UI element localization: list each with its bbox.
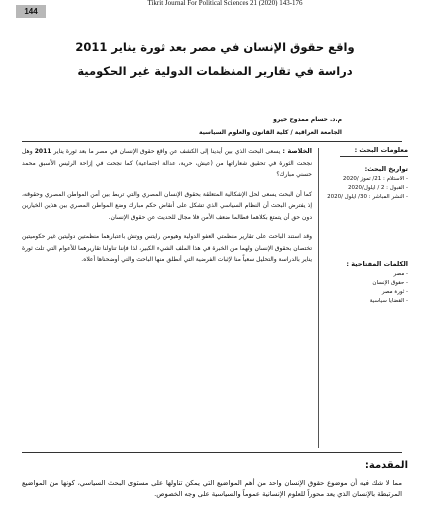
abstract-text: يسعى البحث الذي بين أيدينا إلى الكشف عن واقع حقوق الإنسان في مصر ما بعد ثورة يناير: [53, 148, 281, 155]
history-heading: تواريخ البحث:: [364, 165, 408, 173]
page-number: 144: [16, 5, 46, 18]
abstract-year: 2011: [34, 148, 52, 155]
keywords-heading: الكلمات المفتاحية :: [346, 260, 408, 268]
history-accepted: - القبول : 2 / ايلول/2020: [348, 185, 408, 191]
header-divider: [22, 141, 402, 142]
author-name: م.د. حسام ممدوح خيرو: [273, 116, 342, 123]
keyword-item: - ثورة مصر: [381, 289, 408, 295]
abstract-paragraph-2: كما أن البحث يسعى لحل الإشكالية المتعلقة بحقوق الإنسان المصري والتي تربط بين أمن المواطن المصري وحقوقه، إذ يفترض البحث أن النظام السياسي الذي تشكل على أنقاض حكم مبارك وضع المواطن المصري بين هذين الخيارين دون حق أن يتمتع بكلاهما فطالما ضعف الأمن فلا مجال للحديث عن حقوق الإنسان.: [22, 190, 312, 221]
abstract: [22, 146, 312, 274]
author-affiliation: الجامعة العراقية / كلية القانون والعلوم السياسية: [198, 129, 342, 136]
intro-heading: المقدمة:: [364, 460, 408, 471]
keyword-item: - مصر: [393, 271, 408, 277]
history-published: - النشر المباشر : 30/ ايلول /2020: [327, 194, 408, 200]
intro-body: مما لا شك فيه أن موضوع حقوق الإنسان واحد من أهم المواضيع التي يمكن تناولها على مستوى البحث السياسي، كونها من المواضيع المرتبطة بالإنسان الذي يعد محوراً للعلوم الإنسانية عموماً والسياسية على وجه الخصوص.: [22, 479, 402, 498]
article-info-heading: معلومات البحث :: [340, 146, 408, 157]
paper-title: واقع حقوق الإنسان في مصر بعد ثورة يناير 2011: [75, 40, 355, 54]
journal-header: Tikrit Journal For Political Sciences 21 (2020) 143-176: [147, 0, 303, 6]
abstract-text: وهل نجحت الثورة في تحقيق شعاراتها من (عيش، حرية، عدالة اجتماعية) كما نجحت في إزاحة الرئيس الأسبق محمد حسني مبارك؟: [22, 148, 312, 178]
keyword-item: - حقوق الإنسان: [372, 280, 408, 286]
abstract-paragraph-3: وقد استند الباحث على تقارير منظمتي العفو الدولية وهيومن رايتس ووتش باعتبارهما منظمتين دوليتين غير حكوميتين تختصان بحقوق الإنسان ولهما من الخبرة في هذا الملف الشيء الكبير، لذا فإننا تناولنا تقاريرهما للأعوام التي تلت ثورة يناير بالدراسة والتحليل سعياً منا لإثبات الفرضية التي أنطلق منها الباحث والتي أوضحناها أعلاه.: [22, 233, 312, 263]
paper-subtitle: دراسة في تقارير المنظمات الدولية غير الحكومية: [77, 64, 353, 78]
abstract-paragraph-1: [22, 146, 312, 181]
history-received: - الاستلام : 21/ تموز /2020: [342, 176, 408, 182]
article-info-sidebar: [327, 146, 408, 306]
keyword-item: - القضايا سياسية: [369, 298, 408, 304]
abstract-label: الخلاصة :: [282, 147, 312, 155]
abstract-divider: [22, 452, 402, 453]
column-divider: [318, 148, 319, 448]
